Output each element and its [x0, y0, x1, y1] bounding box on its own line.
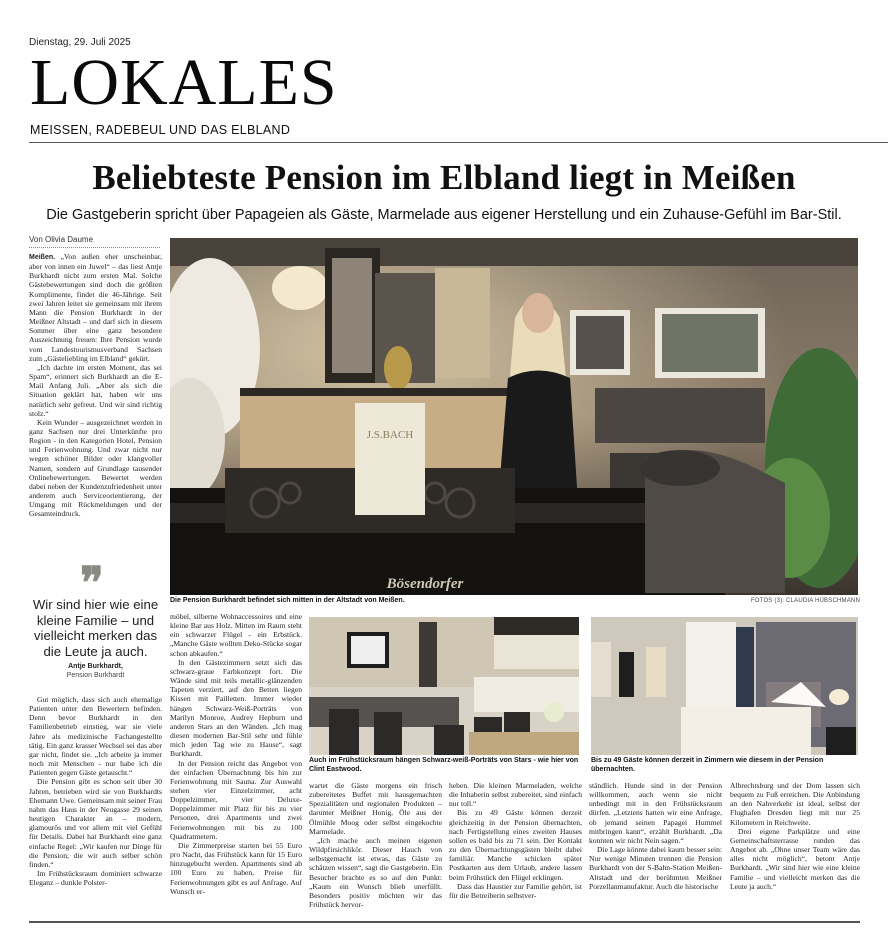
pullquote-role: Pension Burkhardt — [66, 672, 125, 679]
paragraph: „Ich mache auch meinen eigenen Wildpfirsichlikör. Dieser Hauch von selbstgemacht ist etwas, das Gäste zu schätzen wissen“, sagt die Gastgeberin. Ein Besucher brachte es so auf den Punkt: „Kaum ein Wunsch blieb unerfüllt. Besonders positiv möchten wir das Frühstück hervor- — [309, 835, 442, 910]
main-photo-caption: Die Pension Burkhardt befindet sich mitten in der Altstadt von Meißen. — [170, 597, 405, 604]
paragraph: In den Gästezimmern setzt sich das schwarz-graue Farbkonzept fort. Die Wände sind mit teils metallic-glänzenden Tapeten verziert, auf den Betten liegen Kissen mit Pailletten. Immer wieder hängen Schwarz-Weiß-Porträts von Marilyn Monroe, Audrey Hepburn und anderen Stars an den Wänden. „Ich mag diesen modernen Bar-Stil sehr und fühle mich jeden Tag wie zu Hause“, sagt Burkhardt. — [170, 657, 302, 759]
paragraph: Die Zimmerpreise starten bei 55 Euro pro Nacht, das Frühstück kann für 15 Euro hinzugebucht werden. Apartments sind ab 100 Euro zu haben, Preise für Ferienwohnungen gibt es auf Anfrage. Auf Wunsch er- — [170, 840, 302, 896]
breakfast-room-photo-icon — [309, 617, 579, 755]
section-masthead: LOKALES — [30, 46, 338, 119]
paragraph: ständlich. Hunde sind in der Pension willkommen, auch wenn sie nicht unbedingt mit in den Frühstücksraum dürfen. „Letztens hatten wir eine Anfrage, ob jemand seinen Papagei Hummel mitbringen kann“, erzählt Burkhardt. „Da konnten wir nicht Nein sagen.“ — [589, 781, 722, 845]
header-divider — [29, 142, 888, 143]
paragraph: möbel, silberne Wohnaccessoires und eine kleine Bar aus Holz. Mitten im Raum steht ein schwarzer Flügel - ein Erbstück. „Manche Gäste wollten Deko-Stücke sogar schon abkaufen.“ — [170, 612, 302, 658]
paragraph: heben. Die kleinen Marmeladen, welche die Inhaberin selbst zubereitet, sind einfach nur toll.“ — [449, 781, 582, 809]
svg-text:Bösendorfer: Bösendorfer — [386, 576, 464, 592]
paragraph: Kein Wunder – ausgezeichnet werden in ganz Sachsen nur drei Unterkünfte pro Region - in den Kategorien Hotel, Pension und Ferienwohnung. Und zwar nicht nur wegen schöner Bilder oder klangvoller Namen, sondern auf Grundlage tausender Onlinebewertungen. Bewertet werden dabei neben der Kundenzufriedenheit unter anderem auch Serviceorientierung, der Umgang mit Rückmeldungen und der Gesamteindruck. — [29, 417, 162, 519]
pullquote-text: Wir sind hier wie eine kleine Familie – und vielleicht merken das die Leute ja auch. — [32, 597, 159, 659]
article-headline: Beliebteste Pension im Elbland liegt in Meißen — [92, 158, 796, 197]
room-photo-caption: Bis zu 49 Gäste können derzeit in Zimmern wie diesem in der Pension übernachten. — [591, 757, 824, 773]
dateline: Meißen. — [29, 254, 56, 261]
quote-mark-icon: ❞ — [80, 559, 100, 608]
paragraph: Dass das Haustier zur Familie gehört, ist für die Betreiberin selbstver- — [449, 881, 582, 900]
article-column-5 — [589, 781, 722, 891]
paragraph: „Ich dachte im ersten Moment, das sei Spam“, erinnert sich Burkhardt an die E-Mail Anfang Juli. „Aber als sich die Situation geklärt hat, haben wir uns natürlich sehr gefreut. Und wir sind richtig stolz.“ — [29, 362, 162, 418]
paragraph: Im Frühstücksraum dominiert schwarze Eleganz – dunkle Polster- — [29, 868, 162, 888]
paragraph: Bis zu 49 Gäste können derzeit gleichzeitig in der Pension übernachten, nach Fertigstellung eines zweiten Hauses sollen es bald bis zu 71 sein. Der Kontakt zu den Übernachtungsgästen bleibt dabei familiär. Manche schicken später Postkarten aus dem Urlaub, andere lassen beim Frühstück den Flügel erklingen. — [449, 808, 582, 882]
footer-divider — [29, 921, 860, 923]
paragraph: Drei eigene Parkplätze und eine Gemeinschaftsterrasse runden das Angebot ab. „Ohne unser Team wäre das alles nicht möglich“, betont Antje Burkhardt. „Wir sind hier wie eine kleine Familie – und vielleicht merken das die Leute ja auch.“ — [730, 826, 860, 891]
article-dek: Die Gastgeberin spricht über Papageien als Gäste, Marmelade aus eigener Herstellung und ein Zuhause-Gefühl im Bar-Stil. — [46, 207, 842, 223]
paragraph: Gut möglich, dass sich auch ehemalige Patienten unter den Bewertern befinden. Denn bevor Burkhardt in den Familienbetrieb einstieg, war sie viele Jahre als medizinische Fachangestellte tätig. Ein ganz krasser Wechsel sei das aber gar nicht, findet sie. „Ich arbeite ja immer noch mit Menschen - nur habe ich die Patienten gegen Gäste getauscht.“ — [29, 695, 162, 778]
issue-date: Dienstag, 29. Juli 2025 — [29, 37, 131, 48]
main-photo — [170, 238, 858, 595]
article-column-1 — [29, 252, 162, 519]
paragraph: wartet die Gäste morgens ein frisch zubereitetes Buffet mit hausgemachten Spezialitäten und regionalen Produkten – darunter Meißner Honig, Öle aus der Ölmühle Moog oder selbst eingekochte Marmelade. — [309, 781, 442, 836]
article-column-2 — [170, 612, 302, 896]
cafe-interior-photo-icon — [170, 238, 858, 595]
breakfast-room-photo — [309, 617, 579, 755]
article-column-3 — [309, 781, 442, 909]
breakfast-photo-caption: Auch im Frühstücksraum hängen Schwarz-weiß-Porträts von Stars - wie hier von Clint Eastwood. — [309, 757, 579, 773]
photo-credit: FOTOS (3): CLAUDIA HÜBSCHMANN — [750, 598, 860, 604]
guest-room-photo — [591, 617, 858, 755]
paragraph: Die Pension gibt es schon seit über 30 Jahren, betrieben wird sie von Burkhardts Ehemann Uwe. Gemeinsam mit seiner Frau nahm das Haus in der Neugasse 29 seinen heutigen Charakter an – modern, glamourös und vor allem mit viel Gefühl für Details. Dabei hat Burkhardt eine ganz einfache Regel: „Wir kaufen nur Dinge für die Pension, die wir auch selber schön finden.“ — [29, 777, 162, 869]
section-subtitle: MEISSEN, RADEBEUL UND DAS ELBLAND — [30, 123, 291, 137]
paragraph: Albrechtsburg und der Dom lassen sich bequem zu Fuß erreichen. Die Anbindung an den Nahverkehr ist ideal, selbst der Flughafen Dresden liegt mit nur 25 Kilometern in Reichweite. — [730, 781, 860, 827]
byline: Von Olivia Daume — [29, 235, 160, 248]
paragraph: Meißen. „Von außen eher unscheinbar, aber von innen ein Juwel“ – das liest Antje Burkhardt nicht zum ersten Mal. Solche Gästebewertungen sind doch die größten Komplimente, findet die 46-Jährige. Seit zwei Jahren leitet sie gemeinsam mit ihrem Mann die Pension Burkhardt in der Meißner Altstadt – und darf sich in diesem Sommer über eine ganz besondere Auszeichnung freuen: Ihre Pension wurde vom Landestourismusverband Sachsen zum „Gästeliebling im Elbland“ gekürt. — [29, 252, 162, 363]
pullquote-author: Antje Burkhardt, — [68, 663, 123, 670]
paragraph: In der Pension reicht das Angebot von der einfachen Übernachtung bis hin zur Ferienwohnung mit Sauna. Zur Auswahl stehen vier Einzelzimmer, acht Doppelzimmer, vier Deluxe-Doppelzimmer mit Platz für bis zu vier Personen, drei Apartments und zwei Ferienwohnungen mit bis zu 100 Quadratmetern. — [170, 758, 302, 841]
article-column-4 — [449, 781, 582, 900]
paragraph: Die Lage könnte dabei kaum besser sein: Nur wenige Minuten trennen die Pension Burkhardt von der S-Bahn-Station Meißen-Altstadt und der berühmten Meißner Porzellanmanufaktur. Auch die historische — [589, 845, 722, 891]
article-column-6 — [730, 781, 860, 891]
article-column-1b — [29, 695, 162, 887]
svg-text:J.S.BACH: J.S.BACH — [366, 429, 414, 441]
guest-room-photo-icon — [591, 617, 858, 755]
